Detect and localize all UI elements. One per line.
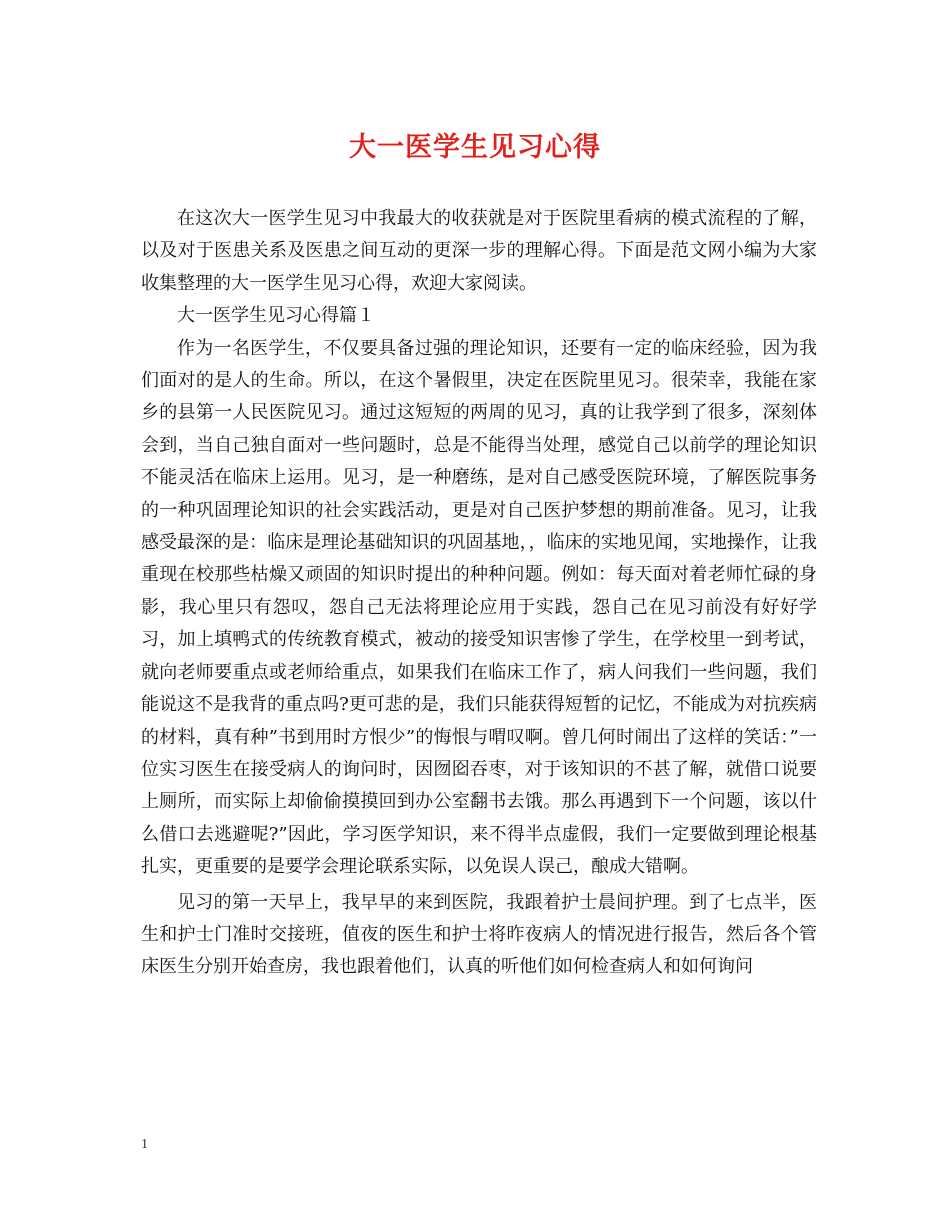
body-paragraph: 见习的第一天早上，我早早的来到医院，我跟着护士晨间护理。到了七点半，医生和护士门准时交接班，值夜的医生和护士将昨夜病人的情况进行报告，然后各个管床医生分别开始查房，我也跟着他们，认真的听他们如何检查病人和如何询问 (141, 891, 817, 978)
section-heading: 大一医学生见习心得篇１ (177, 305, 375, 327)
document-body (141, 203, 817, 984)
page-number: 1 (141, 1137, 148, 1152)
document-title: 大一医学生见习心得 (349, 132, 601, 163)
intro-paragraph: 在这次大一医学生见习中我最大的收获就是对于医院里看病的模式流程的了解，以及对于医患关系及医患之间互动的更深一步的理解心得。下面是范文网小编为大家收集整理的大一医学生见习心得，欢迎大家阅读。 (141, 208, 817, 294)
body-paragraph: 作为一名医学生，不仅要具备过强的理论知识，还要有一定的临床经验，因为我们面对的是人的生命。所以，在这个暑假里，决定在医院里见习。很荣幸，我能在家乡的县第一人民医院见习。通过这短短的两周的见习，真的让我学到了很多，深刻体会到，当自己独自面对一些问题时，总是不能得当处理，感觉自己以前学的理论知识不能灵活在临床上运用。见习，是一种磨练，是对自己感受医院环境，了解医院事务的一种巩固理论知识的社会实践活动，更是对自己医护梦想的期前准备。见习，让我感受最深的是：临床是理论基础知识的巩固基地，，临床的实地见闻，实地操作，让我重现在校那些枯燥又顽固的知识时提出的种种问题。例如：每天面对着老师忙碌的身影，我心里只有怨叹，怨自己无法将理论应用于实践，怨自己在见习前没有好好学习，加上填鸭式的传统教育模式，被动的接受知识害惨了学生，在学校里一到考试，就向老师要重点或老师给重点，如果我们在临床工作了，病人问我们一些问题，我们能说这不是我背的重点吗?更可悲的是，我们只能获得短暂的记忆，不能成为对抗疾病的材料，真有种”书到用时方恨少”的悔恨与喟叹啊。曾几何时闹出了这样的笑话：”一位实习医生在接受病人的询问时，因囫囵吞枣，对于该知识的不甚了解，就借口说要上厕所，而实际上却偷偷摸摸回到办公室翻书去饿。那么再遇到下一个问题，该以什么借口去逃避呢?”因此，学习医学知识，来不得半点虚假，我们一定要做到理论根基扎实，更重要的是要学会理论联系实际，以免误人误己，酿成大错啊。 (141, 337, 817, 878)
